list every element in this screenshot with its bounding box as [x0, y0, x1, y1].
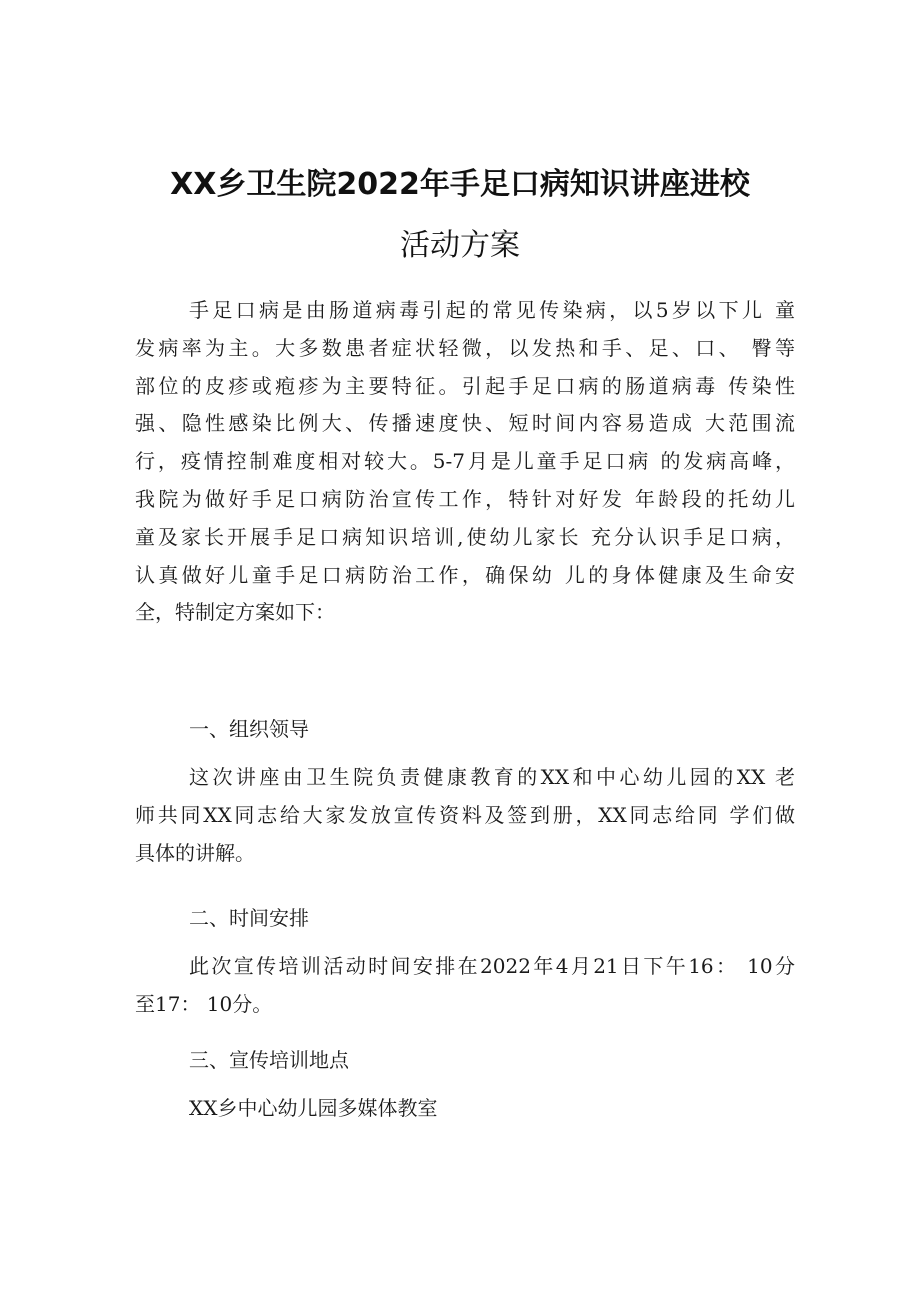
- section1-line: 师共同XX同志给大家发放宣传资料及签到册，XX同志给同 学们做: [135, 802, 795, 827]
- section-heading-location: 三、宣传培训地点: [189, 1048, 349, 1072]
- section2-paragraph: [135, 948, 795, 1024]
- intro-line: 部位的皮疹或疱疹为主要特征。引起手足口病的肠道病毒 传染性: [135, 373, 795, 398]
- section-heading-organization: 一、组织领导: [189, 717, 309, 741]
- intro-paragraph: [135, 292, 795, 632]
- section1-line: 具体的讲解。: [135, 840, 255, 865]
- section1-paragraph: [135, 759, 795, 872]
- section1-line: 这次讲座由卫生院负责健康教育的XX和中心幼儿园的XX 老: [189, 765, 795, 789]
- document-title-line-1: XX乡卫生院2022年手足口病知识讲座进校: [170, 167, 750, 202]
- intro-line: 手足口病是由肠道病毒引起的常见传染病，以5岁以下儿 童: [189, 298, 795, 322]
- location-text: XX乡中心幼儿园多媒体教室: [189, 1096, 438, 1120]
- intro-line: 发病率为主。大多数患者症状轻微，以发热和手、足、口、 臀等: [135, 335, 795, 360]
- section2-line: 此次宣传培训活动时间安排在2022年4月21日下午16： 10分: [189, 954, 795, 978]
- intro-line: 我院为做好手足口病防治宣传工作，特针对好发 年龄段的托幼儿: [135, 486, 795, 511]
- intro-line: 行，疫情控制难度相对较大。5-7月是儿童手足口病 的发病高峰，: [135, 449, 795, 474]
- document-title-line-2: 活动方案: [400, 228, 520, 263]
- intro-line: 全，特制定方案如下：: [135, 600, 335, 625]
- intro-line: 认真做好儿童手足口病防治工作，确保幼 儿的身体健康及生命安: [135, 562, 795, 587]
- intro-line: 童及家长开展手足口病知识培训,使幼儿家长 充分认识手足口病，: [135, 524, 795, 549]
- section2-line: 至17： 10分。: [135, 991, 273, 1016]
- intro-line: 强、隐性感染比例大、传播速度快、短时间内容易造成 大范围流: [135, 411, 795, 436]
- section-heading-schedule: 二、时间安排: [189, 906, 309, 930]
